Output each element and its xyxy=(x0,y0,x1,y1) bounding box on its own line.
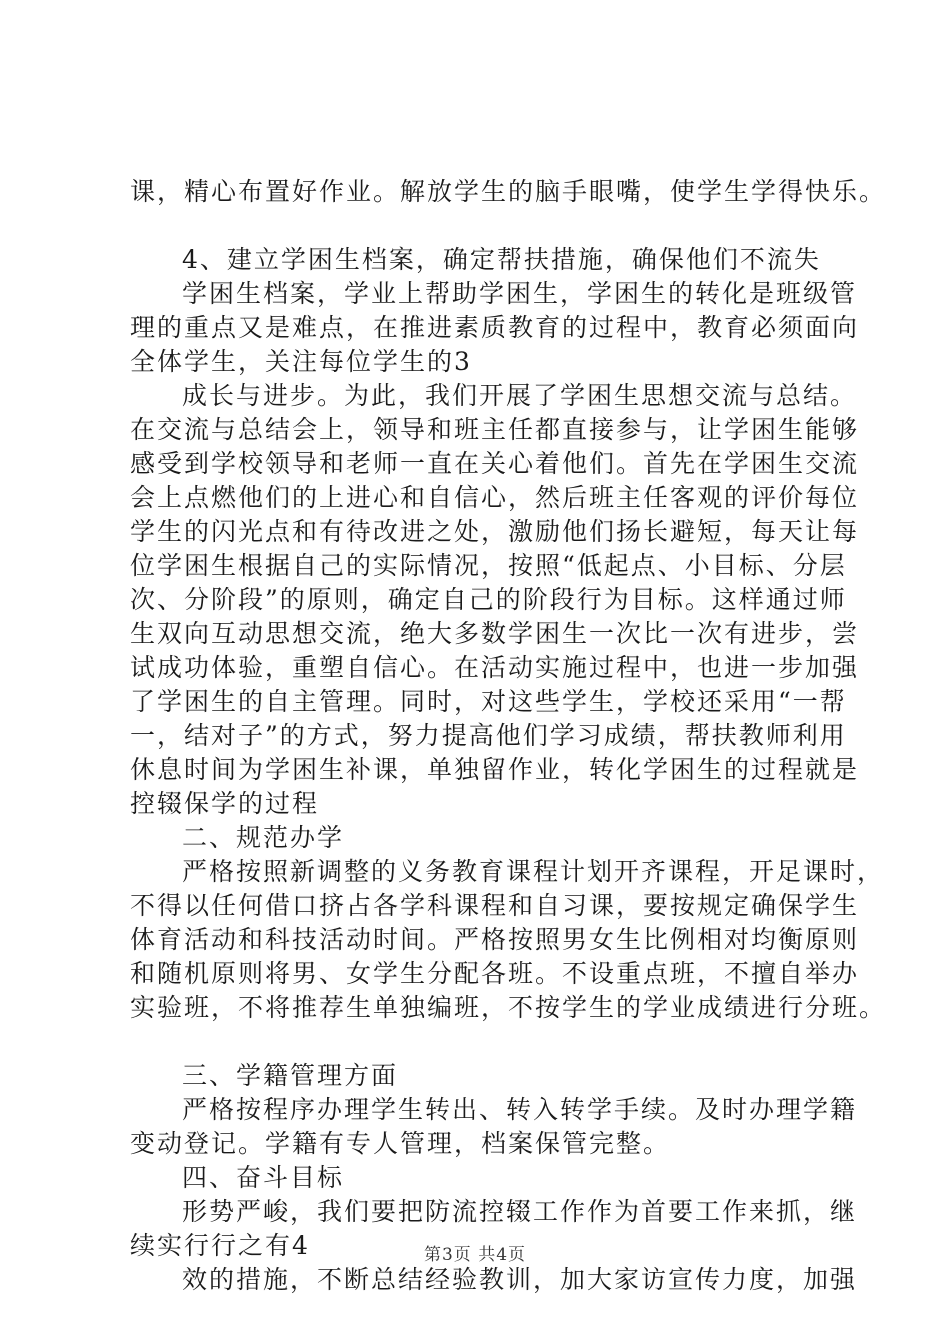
section-heading: 三、学籍管理方面 xyxy=(182,1061,399,1090)
text-line: 控辍保学的过程 xyxy=(130,789,320,818)
text-line: 全体学生，关注每位学生的3 xyxy=(130,347,472,376)
blank-line xyxy=(130,209,850,243)
text-line: 不得以任何借口挤占各学科课程和自习课，要按规定确保学生 xyxy=(130,891,860,920)
text-line: 和随机原则将男、女学生分配各班。不设重点班，不擅自举办 xyxy=(130,959,860,988)
text-line: 次、分阶段”的原则，确定自己的阶段行为目标。这样通过师 xyxy=(130,585,847,614)
blank-line xyxy=(130,1025,850,1059)
text-line: 感受到学校领导和老师一直在关心着他们。首先在学困生交流 xyxy=(130,449,860,478)
text-line: 学困生档案，学业上帮助学困生，学困生的转化是班级管 xyxy=(182,279,858,308)
text-line: 效的措施，不断总结经验教训，加大家访宣传力度，加强 xyxy=(182,1265,858,1294)
text-line: 生双向互动思想交流，绝大多数学困生一次比一次有进步，尝 xyxy=(130,619,860,648)
text-line: 体育活动和科技活动时间。严格按照男女生比例相对均衡原则 xyxy=(130,925,860,954)
text-line: 课，精心布置好作业。解放学生的脑手眼嘴，使学生学得快乐。 xyxy=(130,177,887,206)
text-line: 实验班，不将推荐生单独编班，不按学生的学业成绩进行分班。 xyxy=(130,993,887,1022)
text-line: 严格按程序办理学生转出、转入转学手续。及时办理学籍 xyxy=(182,1095,858,1124)
text-line: 严格按照新调整的义务教育课程计划开齐课程，开足课时， xyxy=(182,857,885,886)
text-line: 了学困生的自主管理。同时，对这些学生，学校还采用“一帮 xyxy=(130,687,847,716)
text-line: 位学困生根据自己的实际情况，按照“低起点、小目标、分层 xyxy=(130,551,847,580)
text-line: 续实行行之有4 xyxy=(130,1231,310,1260)
body-text xyxy=(130,175,887,1297)
section-heading: 二、规范办学 xyxy=(182,823,345,852)
text-line: 学生的闪光点和有待改进之处，激励他们扬长避短，每天让每 xyxy=(130,517,860,546)
text-line: 试成功体验，重塑自信心。在活动实施过程中，也进一步加强 xyxy=(130,653,860,682)
text-line: 一，结对子”的方式，努力提高他们学习成绩，帮扶教师利用 xyxy=(130,721,847,750)
text-line: 变动登记。学籍有专人管理，档案保管完整。 xyxy=(130,1129,671,1158)
text-line: 理的重点又是难点，在推进素质教育的过程中，教育必须面向 xyxy=(130,313,860,342)
page-footer: 第3页 共4页 xyxy=(423,1245,527,1265)
section-heading: 四、奋斗目标 xyxy=(182,1163,345,1192)
text-line: 形势严峻，我们要把防流控辍工作作为首要工作来抓，继 xyxy=(182,1197,858,1226)
heading-4: 4、建立学困生档案，确定帮扶措施，确保他们不流失 xyxy=(182,245,821,274)
text-line: 成长与进步。为此，我们开展了学困生思想交流与总结。 xyxy=(182,381,858,410)
text-line: 在交流与总结会上，领导和班主任都直接参与，让学困生能够 xyxy=(130,415,860,444)
text-line: 休息时间为学困生补课，单独留作业，转化学困生的过程就是 xyxy=(130,755,860,784)
text-line: 会上点燃他们的上进心和自信心，然后班主任客观的评价每位 xyxy=(130,483,860,512)
